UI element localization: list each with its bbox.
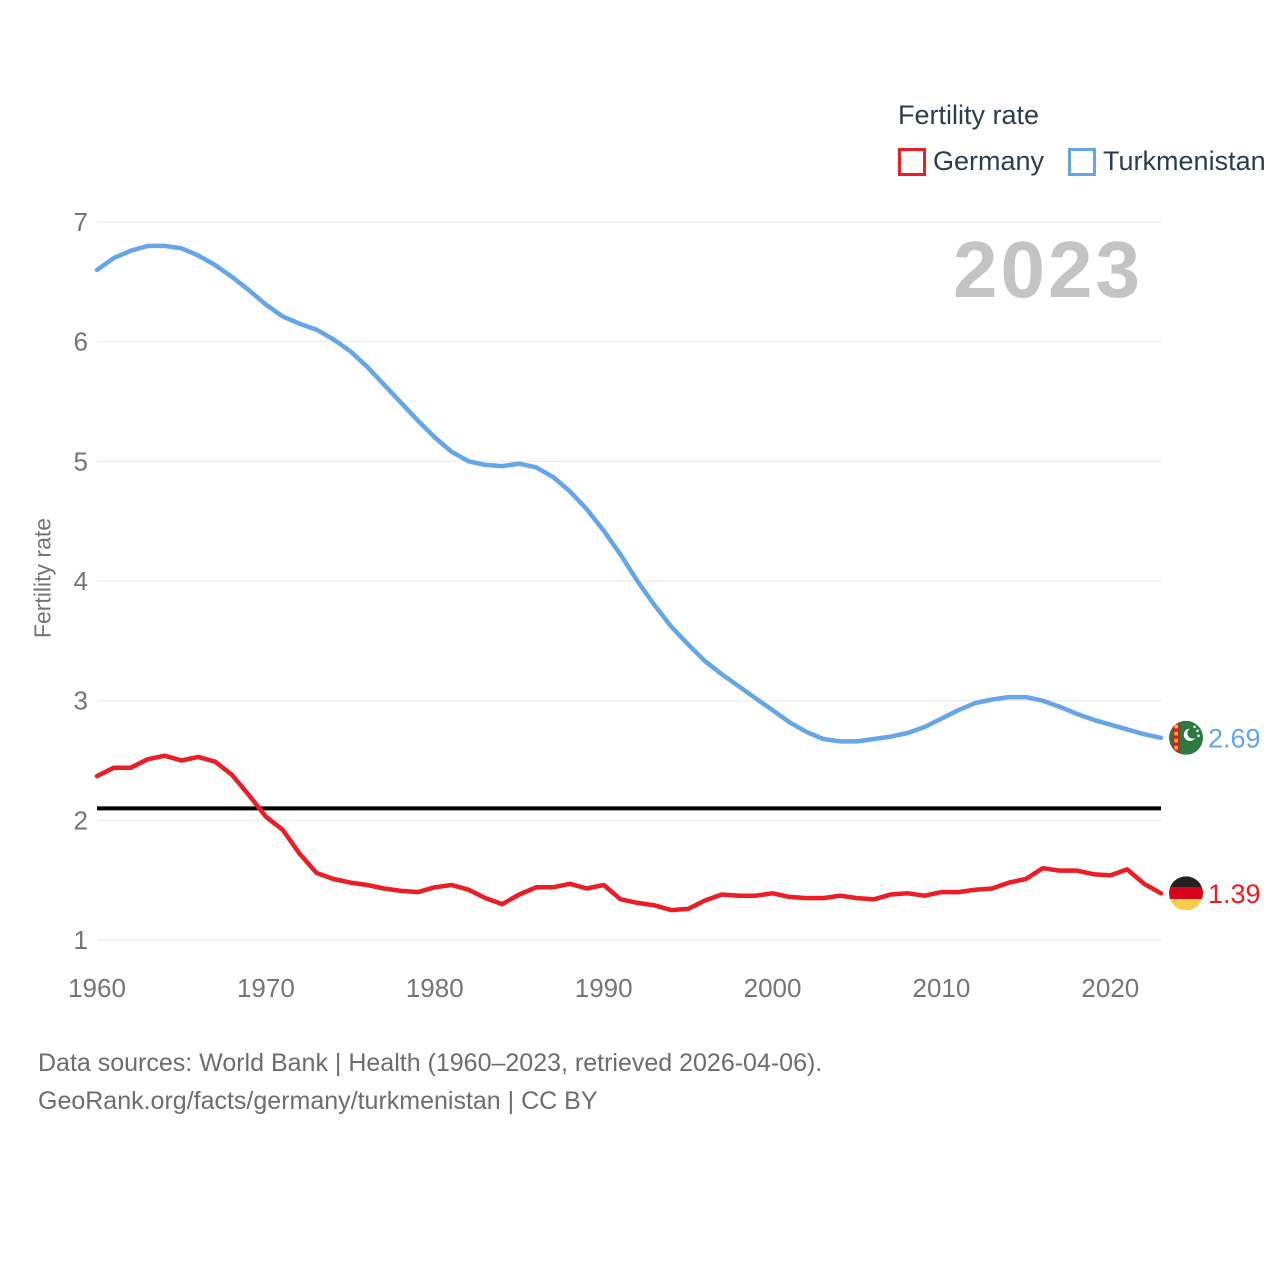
y-tick-label: 1 <box>73 925 88 955</box>
y-tick-label: 6 <box>73 326 88 357</box>
chart-legend <box>898 100 1266 177</box>
x-tick-label: 1970 <box>236 973 295 1003</box>
georank-url-line: GeoRank.org/facts/germany/turkmenistan | CC BY <box>38 1087 598 1115</box>
gridlines <box>97 222 1161 940</box>
attribution <box>38 1044 822 1120</box>
data-sources-line: Data sources: World Bank | Health (1960–2023, retrieved 2026-04-06). <box>38 1049 823 1077</box>
legend-label-germany: Germany <box>933 146 1045 176</box>
legend-label-turkmenistan: Turkmenistan <box>1103 146 1266 176</box>
legend-title: Fertility rate <box>898 100 1040 130</box>
y-tick-label: 2 <box>73 805 88 836</box>
legend-item-germany[interactable] <box>898 146 1044 177</box>
y-axis-label: Fertility rate <box>29 517 56 639</box>
y-tick-label: 3 <box>73 685 88 716</box>
y-tick-label: 4 <box>73 566 88 596</box>
watermark-year: 2023 <box>953 225 1143 314</box>
x-tick-label: 1990 <box>574 973 633 1003</box>
y-axis-ticks <box>74 207 88 955</box>
y-tick-label: 7 <box>73 207 88 237</box>
turkmenistan-series-line[interactable] <box>97 246 1161 742</box>
x-axis-ticks <box>68 973 1139 1003</box>
germany-swatch <box>898 148 926 176</box>
legend-item-turkmenistan[interactable] <box>1068 146 1266 177</box>
x-tick-label: 1980 <box>405 973 464 1003</box>
turkmenistan-swatch <box>1068 148 1096 176</box>
y-tick-label: 5 <box>73 446 88 477</box>
turkmenistan-flag-icon <box>1169 721 1203 755</box>
turkmenistan-end-value: 2.69 <box>1208 723 1261 754</box>
x-tick-label: 2000 <box>743 973 802 1003</box>
germany-end-value: 1.39 <box>1208 878 1261 909</box>
x-tick-label: 2020 <box>1081 973 1140 1003</box>
x-tick-label: 1960 <box>68 973 126 1003</box>
x-tick-label: 2010 <box>912 973 971 1003</box>
germany-flag-icon <box>1169 876 1203 910</box>
germany-series-line[interactable] <box>97 756 1161 910</box>
